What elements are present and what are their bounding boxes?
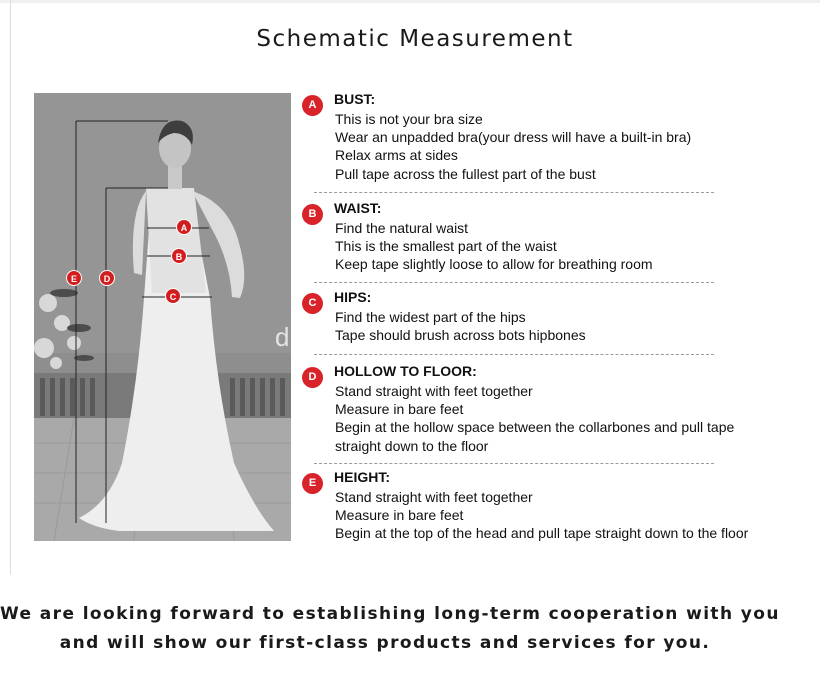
photo-marker-d: D: [99, 270, 115, 286]
section-heading: HIPS:: [334, 289, 372, 305]
photo-marker-e: E: [66, 270, 82, 286]
badge-a: A: [302, 95, 323, 116]
section-heading: WAIST:: [334, 200, 382, 216]
badge-b: B: [302, 204, 323, 225]
model-illustration: [34, 93, 291, 541]
section-lines: [335, 110, 691, 183]
section-line: Begin at the top of the head and pull tape straight down to the floor: [335, 525, 749, 542]
page-title: Schematic Measurement: [256, 26, 574, 52]
badge-d: D: [302, 367, 323, 388]
watermark: d: [275, 322, 290, 352]
left-border: [10, 0, 11, 575]
section-heading: BUST:: [334, 91, 376, 107]
section-line: Tape should brush across bots hipbones: [335, 327, 586, 344]
divider: [314, 463, 714, 464]
model-photo: [34, 93, 291, 541]
photo-marker-a: A: [176, 219, 192, 235]
section-line: Find the widest part of the hips: [335, 309, 526, 325]
section-line: Find the natural waist: [335, 220, 469, 236]
top-border: [0, 0, 820, 3]
section-line: straight down to the floor: [335, 437, 489, 454]
section-line: Relax arms at sides: [335, 147, 458, 164]
section-line: Keep tape slightly loose to allow for breathing room: [335, 256, 653, 273]
section-line: Wear an unpadded bra(your dress will have a built-in bra): [335, 129, 692, 146]
section-line: Measure in bare feet: [335, 401, 464, 418]
divider: [314, 354, 714, 355]
section-line: Pull tape across the fullest part of the bust: [335, 165, 596, 182]
section-line: Stand straight with feet together: [335, 383, 533, 399]
section-lines: [335, 219, 653, 274]
section-heading: HEIGHT:: [334, 469, 390, 485]
section-line: Begin at the hollow space between the collarbones and pull tape: [335, 419, 735, 436]
divider: [314, 282, 714, 283]
section-line: This is not your bra size: [335, 111, 483, 127]
photo-marker-c: C: [165, 288, 181, 304]
section-line: Stand straight with feet together: [335, 489, 533, 505]
section-line: Measure in bare feet: [335, 507, 464, 524]
section-lines: [335, 488, 748, 543]
badge-e: E: [302, 473, 323, 494]
photo-marker-b: B: [171, 248, 187, 264]
section-line: This is the smallest part of the waist: [335, 238, 557, 255]
footer-line-2: and will show our first-class products and services for you.: [59, 633, 711, 653]
section-lines: [335, 382, 734, 455]
badge-c: C: [302, 293, 323, 314]
section-lines: [335, 308, 586, 344]
section-heading: HOLLOW TO FLOOR:: [334, 363, 477, 379]
footer-line-1: We are looking forward to establishing long-term cooperation with you: [0, 604, 780, 624]
divider: [314, 192, 714, 193]
